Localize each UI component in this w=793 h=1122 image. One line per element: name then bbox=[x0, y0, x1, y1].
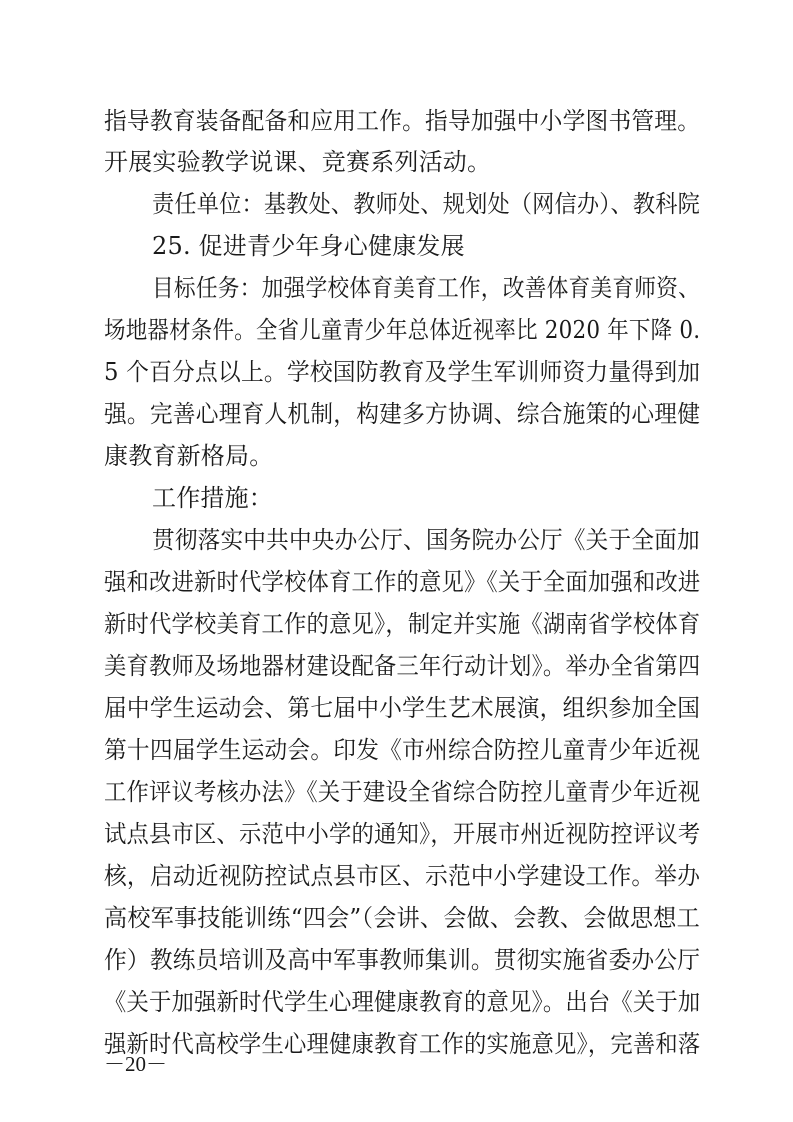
page-number: －20－ bbox=[104, 1052, 167, 1076]
text-line-12: 强和改进新时代学校体育工作的意见》《关于全面加强和改进 bbox=[104, 568, 701, 596]
text-line-22: 《关于加强新时代学生心理健康教育的意见》。出台《关于加 bbox=[104, 988, 701, 1016]
text-line-6: 场地器材条件。全省儿童青少年总体近视率比 2020 年下降 0. bbox=[104, 316, 701, 344]
text-line-15: 届中学生运动会、第七届中小学生艺术展演，组织参加全国 bbox=[104, 694, 701, 722]
text-line-23: 强新时代高校学生心理健康教育工作的实施意见》，完善和落 bbox=[104, 1030, 701, 1058]
text-line-14: 美育教师及场地器材建设配备三年行动计划》。举办全省第四 bbox=[104, 652, 701, 680]
text-line-17: 工作评议考核办法》《关于建设全省综合防控儿童青少年近视 bbox=[104, 778, 701, 806]
text-line-5: 目标任务：加强学校体育美育工作，改善体育美育师资、 bbox=[152, 274, 701, 302]
responsible-units-line: 责任单位：基教处、教师处、规划处（网信办）、教科院 bbox=[152, 190, 700, 218]
text-line-18: 试点县市区、示范中小学的通知》，开展市州近视防控评议考 bbox=[104, 820, 701, 848]
work-measures-label: 工作措施： bbox=[152, 484, 273, 512]
text-line-7: 5 个百分点以上。学校国防教育及学生军训师资力量得到加 bbox=[104, 358, 701, 386]
section-heading-25: 25. 促进青少年身心健康发展 bbox=[152, 232, 465, 260]
text-line-9: 康教育新格局。 bbox=[104, 442, 274, 470]
text-line-11: 贯彻落实中共中央办公厅、国务院办公厅《关于全面加 bbox=[152, 526, 700, 554]
text-line-20: 高校军事技能训练“四会”（会讲、会做、会教、会做思想工 bbox=[104, 904, 700, 932]
text-line-1: 指导教育装备配备和应用工作。指导加强中小学图书管理。 bbox=[104, 107, 701, 135]
text-line-21: 作）教练员培训及高中军事教师集训。贯彻实施省委办公厅 bbox=[104, 946, 701, 974]
text-line-19: 核，启动近视防控试点县市区、示范中小学建设工作。举办 bbox=[104, 862, 701, 890]
text-line-16: 第十四届学生运动会。印发《市州综合防控儿童青少年近视 bbox=[104, 736, 701, 764]
text-line-8: 强。完善心理育人机制，构建多方协调、综合施策的心理健 bbox=[104, 400, 701, 428]
text-line-2: 开展实验教学说课、竞赛系列活动。 bbox=[104, 148, 492, 176]
text-line-13: 新时代学校美育工作的意见》，制定并实施《湖南省学校体育 bbox=[104, 610, 701, 638]
